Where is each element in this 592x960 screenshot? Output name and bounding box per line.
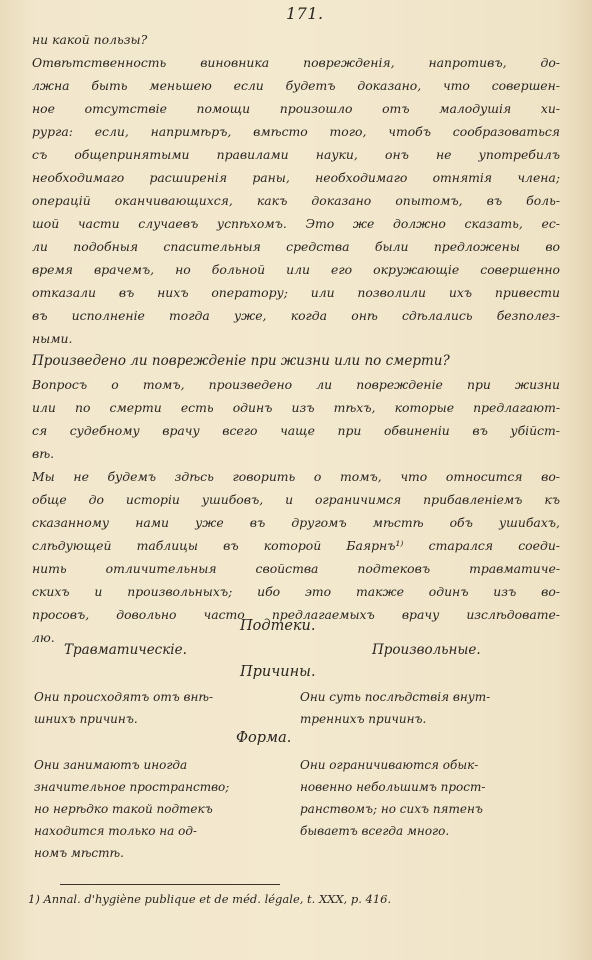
text-line: или по смерти есть одинъ изъ тѣхъ, которые предлагают- (32, 400, 560, 415)
text-line: рурга: если, напримѣръ, вмѣсто того, чтобъ сообразоваться (32, 124, 560, 139)
table-cell-line: номъ мѣстѣ. (34, 846, 124, 860)
text-line: сказанному нами уже въ другомъ мѣстѣ объ ушибахъ, (32, 515, 560, 530)
text-line: время врачемъ, но больной или его окружающіе совершенно (32, 262, 560, 277)
text-line: лю. (32, 630, 55, 645)
text-line: необходимаго расширенія раны, необходимаго отнятія члена; (32, 170, 560, 185)
table-cell-line: находится только на од- (34, 824, 197, 838)
text-line: операцій оканчивающихся, какъ доказано опытомъ, въ боль- (32, 193, 560, 208)
text-line: шой части случаевъ успѣхомъ. Это же должно сказать, ес- (32, 216, 560, 231)
page-number: 171. (286, 4, 324, 23)
form-title: Форма. (236, 730, 292, 746)
table-title: Подтеки. (240, 618, 316, 634)
table-cell-line: Они происходятъ отъ внѣ- (34, 690, 214, 704)
table-cell-line: но нерѣдко такой подтекъ (34, 802, 213, 816)
table-cell-line: Они занимаютъ иногда (34, 758, 188, 772)
text-line: скихъ и произвольныхъ; ибо это также одинъ изъ во- (32, 584, 560, 599)
text-line: ными. (32, 331, 73, 346)
text-line: съ общепринятыми правилами науки, онъ не употребилъ (32, 147, 560, 162)
text-line: вѣ. (32, 446, 55, 461)
table-cell-line: ранствомъ; но сихъ пятенъ (300, 802, 483, 816)
text-line: ни какой пользы? (32, 32, 148, 47)
table-cell-line: Они ограничиваются обык- (300, 758, 479, 772)
causes-right-column (300, 686, 554, 730)
column-header-left: Травматическіе. (64, 642, 187, 658)
table-cell-line: треннихъ причинъ. (300, 712, 427, 726)
table-cell-line: бываетъ всегда много. (300, 824, 450, 838)
text-line: отказали въ нихъ оператору; или позволили ихъ привести (32, 285, 560, 300)
causes-title: Причины. (240, 664, 316, 680)
footnote: 1) Annal. d'hygiène publique et de méd. légale, t. XXX, p. 416. (28, 892, 392, 906)
table-cell-line: значительное пространство; (34, 780, 230, 794)
causes-left-column (34, 686, 288, 730)
table-cell-line: новенно небольшимъ прост- (300, 780, 486, 794)
text-line: Отвѣтственность виновника поврежденія, напротивъ, до- (32, 55, 560, 70)
section-heading: Произведено ли поврежденіе при жизни или по смерти? (32, 353, 450, 369)
text-line: Мы не будемъ здѣсь говорить о томъ, что относится во- (32, 469, 560, 484)
form-left-column (34, 754, 288, 864)
table-cell-line: Они суть послѣдствія внут- (300, 690, 491, 704)
body-text (32, 28, 560, 649)
text-line: слѣдующей таблицы въ которой Баярнъ¹⁾ старался соеди- (32, 538, 560, 553)
table-cell-line: шнихъ причинъ. (34, 712, 138, 726)
text-line: нить отличительныя свойства подтековъ травматиче- (32, 561, 560, 576)
text-line: обще до исторіи ушибовъ, и ограничимся прибавленіемъ къ (32, 492, 560, 507)
text-line: ли подобныя спасительныя средства были предложены во (32, 239, 560, 254)
footnote-divider (60, 884, 280, 885)
text-line: въ исполненіе тогда уже, когда онѣ сдѣлались безполез- (32, 308, 560, 323)
text-line: Вопросъ о томъ, произведено ли поврежденіе при жизни (32, 377, 560, 392)
text-line: ся судебному врачу всего чаще при обвиненіи въ убійст- (32, 423, 560, 438)
form-right-column (300, 754, 554, 842)
column-header-right: Произвольные. (372, 642, 481, 658)
text-line: лжна быть меньшею если будетъ доказано, что совершен- (32, 78, 560, 93)
text-line: просовъ, довольно часто предлагаемыхъ врачу изслѣдовате- (32, 607, 560, 622)
text-line: ное отсутствіе помощи произошло отъ малодушія хи- (32, 101, 560, 116)
